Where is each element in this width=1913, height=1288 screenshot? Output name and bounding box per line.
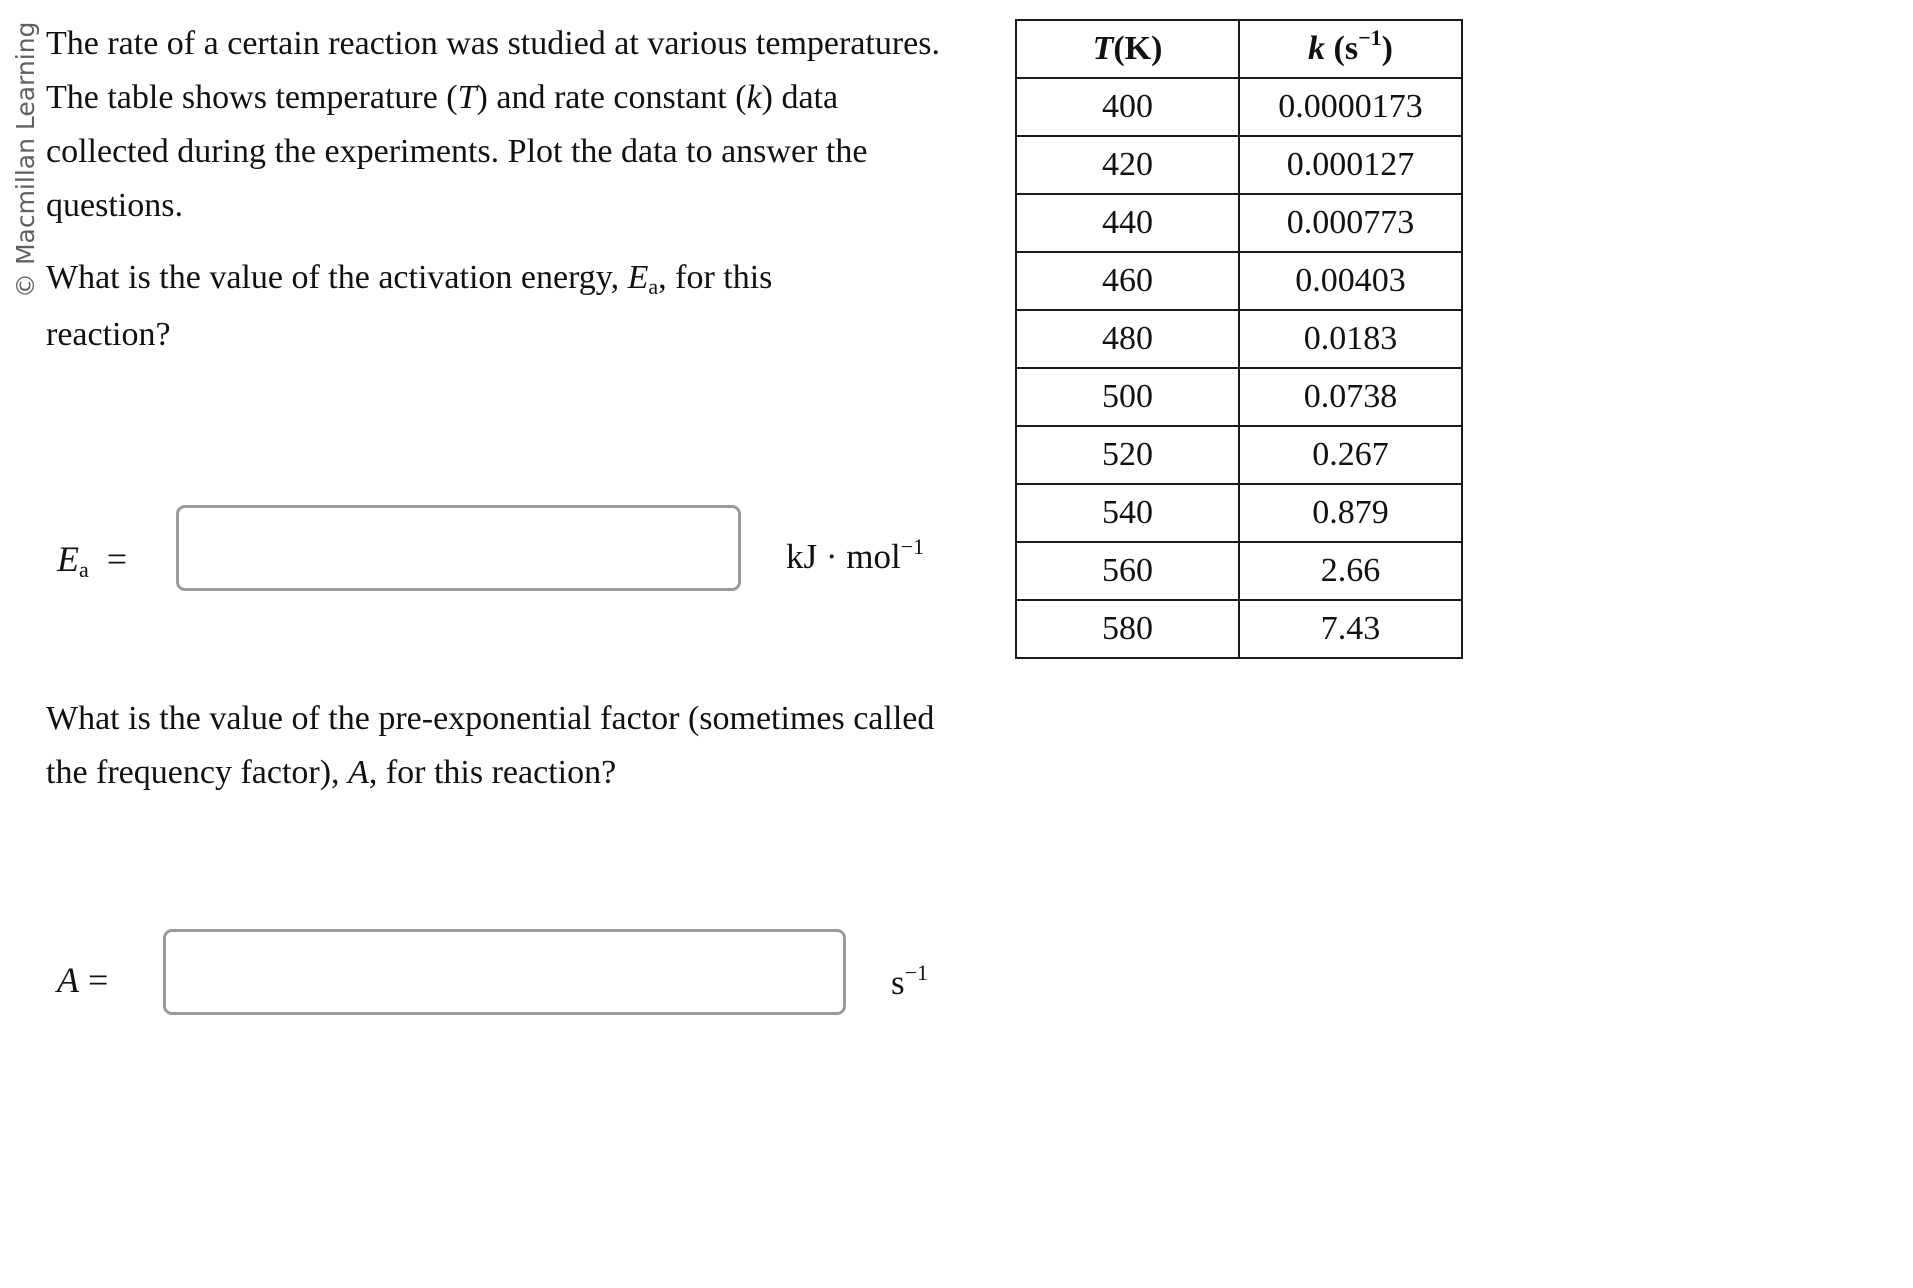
table-row [1016, 136, 1462, 194]
cell-rate-constant: 7.43 [1239, 600, 1462, 658]
ea-label-symbol: E [57, 539, 79, 579]
ea-label-subscript: a [79, 557, 89, 582]
ea-unit-main: kJ · mol [786, 537, 901, 576]
cell-rate-constant: 2.66 [1239, 542, 1462, 600]
ea-unit-exponent: −1 [900, 534, 925, 559]
a-unit-main: s [891, 963, 905, 1002]
header-k-symbol: k [1308, 30, 1326, 67]
cell-temperature: 500 [1016, 368, 1239, 426]
cell-temperature: 520 [1016, 426, 1239, 484]
a-unit [891, 961, 928, 1009]
a-label [57, 958, 108, 1002]
pre-exponential-factor-input[interactable] [163, 929, 846, 1015]
cell-temperature: 400 [1016, 78, 1239, 136]
ea-label [57, 537, 127, 586]
intro-text-2: ) and rate constant ( [476, 79, 747, 116]
cell-rate-constant: 0.000127 [1239, 136, 1462, 194]
ea-unit [786, 535, 924, 583]
q1-e-symbol: E [627, 259, 649, 296]
temperature-rate-table [1015, 19, 1463, 659]
header-k-unit-close: ) [1381, 30, 1393, 67]
q2-text-2: , for this reaction? [368, 754, 617, 791]
cell-temperature: 480 [1016, 310, 1239, 368]
q1-e-subscript: a [648, 274, 659, 299]
cell-rate-constant: 0.0000173 [1239, 78, 1462, 136]
cell-rate-constant: 0.0183 [1239, 310, 1462, 368]
q2-a-symbol: A [348, 754, 369, 791]
intro-t-symbol: T [457, 79, 477, 116]
header-k-unit-open: (s [1325, 30, 1359, 67]
ea-label-equals: = [106, 539, 128, 579]
q1-text-2: , for this reaction? [46, 259, 773, 353]
table-row [1016, 252, 1462, 310]
intro-k-symbol: k [746, 79, 762, 116]
intro-paragraph [46, 17, 946, 233]
table-row [1016, 78, 1462, 136]
cell-rate-constant: 0.0738 [1239, 368, 1462, 426]
header-t-unit: (K) [1113, 30, 1163, 67]
intro-text-3: ) data collected during the experiments. Plot the data to answer the questions. [46, 79, 868, 224]
table-row [1016, 542, 1462, 600]
cell-rate-constant: 0.879 [1239, 484, 1462, 542]
header-k-unit-exponent: −1 [1358, 25, 1382, 50]
a-label-equals: = [88, 960, 109, 1000]
table-row [1016, 426, 1462, 484]
a-label-symbol: A [57, 960, 79, 1000]
cell-temperature: 540 [1016, 484, 1239, 542]
table-header-row [1016, 20, 1462, 78]
cell-rate-constant: 0.000773 [1239, 194, 1462, 252]
cell-temperature: 460 [1016, 252, 1239, 310]
q1-text-1: What is the value of the activation energy, [46, 259, 628, 296]
table-row [1016, 194, 1462, 252]
intro-text-1: The rate of a certain reaction was studied at various temperatures. The table shows temperature ( [46, 25, 940, 116]
a-unit-exponent: −1 [904, 960, 929, 985]
q2-text-1: What is the value of the pre-exponential factor (sometimes called the frequency factor), [46, 700, 935, 791]
cell-rate-constant: 0.00403 [1239, 252, 1462, 310]
table-row [1016, 368, 1462, 426]
header-rate-constant [1239, 20, 1462, 78]
cell-temperature: 440 [1016, 194, 1239, 252]
question-activation-energy [46, 251, 846, 362]
cell-temperature: 420 [1016, 136, 1239, 194]
table-row [1016, 600, 1462, 658]
copyright-watermark: © Macmillan Learning [11, 21, 40, 298]
header-t-symbol: T [1092, 30, 1114, 67]
table-row [1016, 484, 1462, 542]
activation-energy-input[interactable] [176, 505, 741, 591]
table-row [1016, 310, 1462, 368]
cell-rate-constant: 0.267 [1239, 426, 1462, 484]
header-temperature [1016, 20, 1239, 78]
cell-temperature: 580 [1016, 600, 1239, 658]
cell-temperature: 560 [1016, 542, 1239, 600]
question-pre-exponential-factor [46, 692, 946, 800]
